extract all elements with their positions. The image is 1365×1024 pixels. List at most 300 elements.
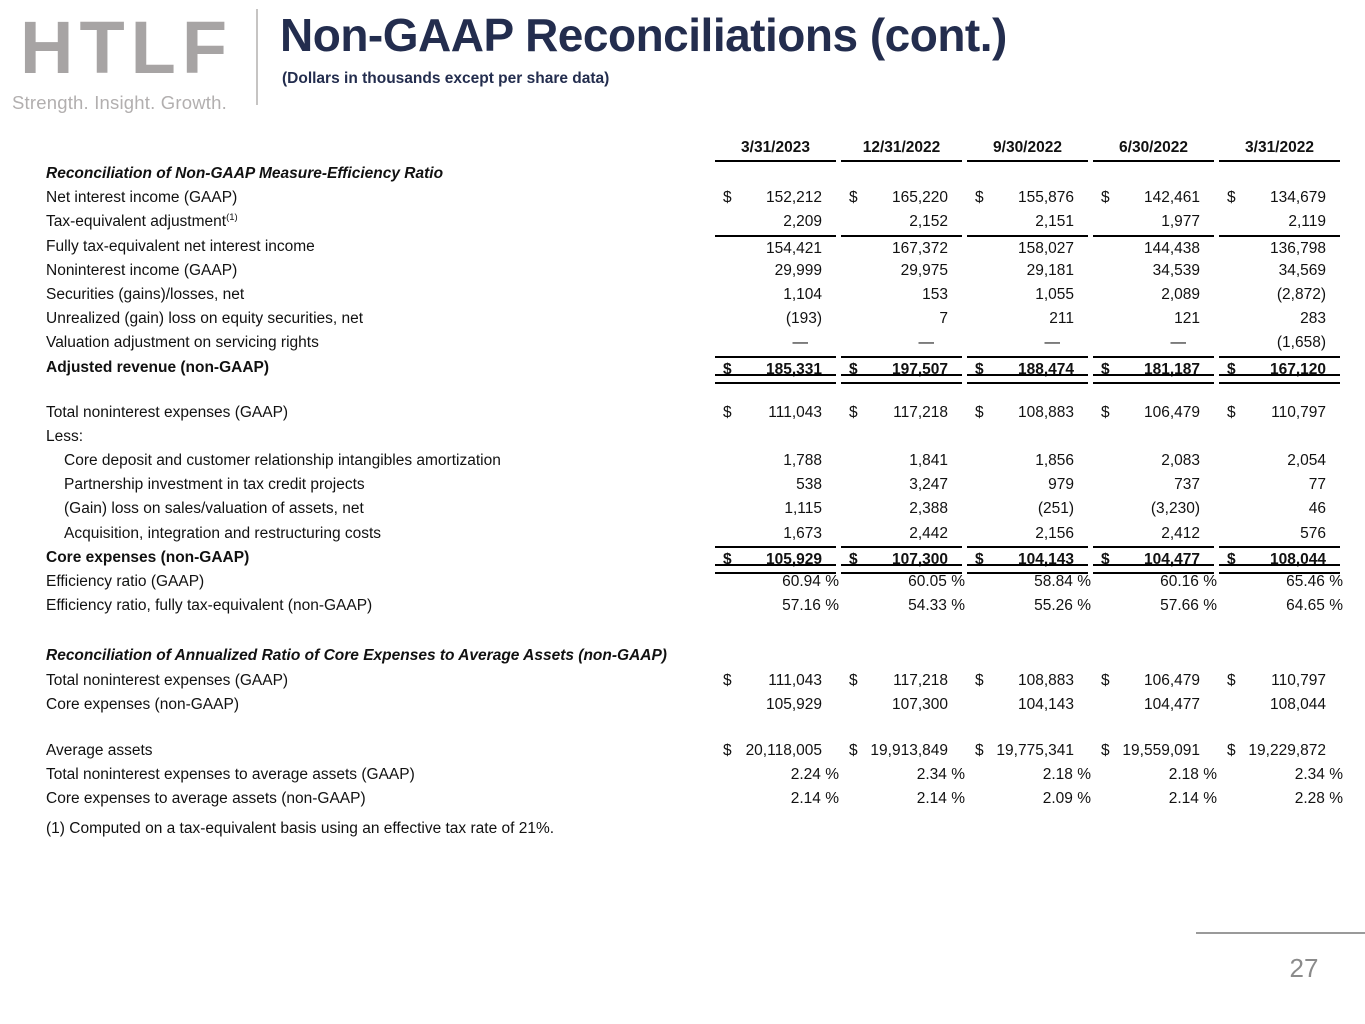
cell-value: 108,883 — [1017, 403, 1074, 421]
value-cell — [1088, 210, 1214, 234]
value-cell-inner — [715, 693, 836, 717]
value-cell-inner — [715, 739, 836, 763]
cell-value: 29,181 — [1026, 261, 1074, 279]
dollar-sign: $ — [1101, 741, 1110, 759]
dollar-sign: $ — [975, 403, 984, 421]
value-cell — [836, 546, 962, 570]
value-cell-inner — [1219, 449, 1340, 473]
value-cell-inner — [1219, 570, 1343, 594]
value-cell-inner — [967, 669, 1088, 693]
cell-value: 2,083 — [1161, 452, 1200, 470]
dollar-sign: $ — [849, 360, 858, 378]
value-cell — [710, 356, 836, 380]
dollar-sign: $ — [975, 671, 984, 689]
value-cell-inner — [1093, 546, 1214, 570]
value-cell — [962, 763, 1091, 787]
cell-value: 2.14 % — [790, 790, 839, 808]
cell-value: (2,872) — [1276, 285, 1326, 303]
row-label: Total noninterest expenses to average assets (GAAP) — [46, 766, 415, 784]
value-cell — [962, 693, 1088, 717]
value-cell-inner — [1219, 473, 1340, 497]
section-title-row — [46, 644, 1346, 668]
value-cell-inner — [841, 693, 962, 717]
cell-value: 107,300 — [891, 550, 948, 568]
value-cell-inner — [841, 259, 962, 283]
cell-value: 134,679 — [1269, 189, 1326, 207]
dollar-sign: $ — [723, 741, 732, 759]
dollar-sign: $ — [1227, 671, 1236, 689]
value-cell-inner — [1093, 307, 1214, 331]
value-cell — [710, 570, 839, 594]
value-cell-inner — [1219, 235, 1340, 259]
cell-value: 121 — [1174, 310, 1200, 328]
dollar-sign — [849, 259, 864, 283]
value-cell — [1088, 669, 1214, 693]
value-cell-inner — [1093, 259, 1214, 283]
dollar-sign — [849, 570, 864, 594]
value-cell — [836, 669, 962, 693]
dollar-sign — [1101, 522, 1116, 546]
value-cell — [962, 186, 1088, 210]
cell-value: 2,388 — [909, 500, 948, 518]
dollar-sign: $ — [1227, 189, 1236, 207]
table-row — [46, 497, 1346, 521]
cell-value: 117,218 — [893, 671, 948, 689]
value-cell — [1088, 356, 1214, 380]
cell-value: — — [1044, 334, 1060, 352]
column-header — [1088, 137, 1214, 162]
cell-value: 2.28 % — [1294, 790, 1343, 808]
table-row — [46, 546, 1346, 570]
cell-value: 106,479 — [1143, 403, 1200, 421]
value-cell-inner — [967, 210, 1088, 234]
financial-table — [46, 137, 1346, 812]
value-cell — [1214, 739, 1340, 763]
cell-value: 105,929 — [765, 550, 822, 568]
footnote-reference: (1) — [226, 212, 238, 224]
value-cell-inner — [715, 235, 836, 259]
value-cell-inner — [841, 570, 965, 594]
dollar-sign — [849, 449, 864, 473]
value-cell-inner — [967, 497, 1088, 521]
cell-value: 54.33 % — [908, 597, 965, 615]
value-cell-inner — [841, 473, 962, 497]
dollar-sign — [1227, 473, 1242, 497]
table-row — [46, 449, 1346, 473]
dollar-sign — [1101, 283, 1116, 307]
value-cell — [710, 693, 836, 717]
value-cell — [710, 787, 839, 811]
table-row — [46, 739, 1346, 763]
value-cell — [962, 331, 1088, 355]
cell-value: 111,043 — [768, 671, 822, 689]
value-cell — [1088, 473, 1214, 497]
logo-wordmark: HTLF — [20, 6, 234, 89]
value-cell — [836, 693, 962, 717]
value-cell — [836, 235, 962, 259]
value-cell — [1214, 473, 1340, 497]
dollar-sign: $ — [1227, 550, 1236, 568]
dollar-sign — [723, 259, 738, 283]
dollar-sign — [975, 210, 990, 234]
cell-value: 2,054 — [1287, 452, 1326, 470]
column-header-label: 6/30/2022 — [1093, 137, 1214, 162]
row-label: Securities (gains)/losses, net — [46, 285, 245, 303]
value-cell — [1088, 186, 1214, 210]
cell-value: 108,883 — [1017, 671, 1074, 689]
dollar-sign: $ — [1101, 671, 1110, 689]
dollar-sign: $ — [1227, 741, 1236, 759]
dollar-sign — [849, 522, 864, 546]
row-label: Average assets — [46, 741, 153, 759]
value-cell — [1214, 787, 1343, 811]
cell-value: 153 — [922, 285, 948, 303]
table-row — [46, 787, 1346, 811]
cell-value: 2,119 — [1288, 213, 1326, 231]
cell-value: 144,438 — [1143, 239, 1200, 257]
dollar-sign — [1101, 473, 1116, 497]
cell-value: 20,118,005 — [745, 741, 822, 759]
value-cell — [962, 210, 1088, 234]
table-row — [46, 331, 1346, 355]
cell-value: 152,212 — [765, 189, 822, 207]
value-cell-inner — [1219, 594, 1343, 618]
cell-value: 142,461 — [1143, 189, 1200, 207]
value-cell — [1088, 763, 1217, 787]
cell-value: 1,788 — [783, 452, 822, 470]
value-cell — [836, 473, 962, 497]
dollar-sign: $ — [849, 671, 858, 689]
value-cell-inner — [841, 739, 962, 763]
cell-value: — — [1170, 334, 1186, 352]
value-cell-inner — [967, 763, 1091, 787]
value-cell-inner — [841, 186, 962, 210]
value-cell — [962, 570, 1091, 594]
section-title-row — [46, 162, 1346, 186]
column-header-label: 12/31/2022 — [841, 137, 962, 162]
value-cell-inner — [967, 235, 1088, 259]
dollar-sign — [1227, 449, 1242, 473]
value-cell — [710, 594, 839, 618]
dollar-sign: $ — [723, 550, 732, 568]
value-cell-inner — [967, 693, 1088, 717]
dollar-sign: $ — [1101, 550, 1110, 568]
dollar-sign — [849, 237, 864, 259]
cell-value: 19,913,849 — [870, 741, 948, 759]
dollar-sign: $ — [975, 741, 984, 759]
table-row — [46, 693, 1346, 717]
cell-value: 188,474 — [1017, 360, 1074, 378]
cell-value: 165,220 — [891, 189, 948, 207]
cell-value: 167,372 — [891, 239, 948, 257]
value-cell-inner — [715, 787, 839, 811]
value-cell — [836, 522, 962, 546]
table-header-row — [46, 137, 1346, 162]
value-cell-inner — [841, 235, 962, 259]
page-title: Non-GAAP Reconciliations (cont.) — [280, 9, 1007, 61]
value-cell-inner — [1093, 693, 1214, 717]
value-cell-inner — [1219, 497, 1340, 521]
value-cell-inner — [1093, 473, 1214, 497]
cell-value: 2.14 % — [1168, 790, 1217, 808]
cell-value: 57.66 % — [1160, 597, 1217, 615]
value-cell — [1214, 235, 1340, 259]
table-row — [46, 235, 1346, 259]
value-cell-inner — [841, 787, 965, 811]
logo-tagline: Strength. Insight. Growth. — [12, 92, 227, 113]
value-cell — [836, 401, 962, 425]
dollar-sign — [1227, 763, 1242, 787]
dollar-sign — [1227, 787, 1242, 811]
table-row — [46, 594, 1346, 618]
value-cell-inner — [715, 546, 836, 570]
cell-value: 60.05 % — [908, 573, 965, 590]
value-cell — [962, 449, 1088, 473]
value-cell-inner — [967, 307, 1088, 331]
dollar-sign — [1101, 594, 1116, 618]
cell-value: 2.24 % — [790, 766, 839, 784]
value-cell-inner — [841, 522, 962, 546]
value-cell-inner — [841, 307, 962, 331]
value-cell-inner — [715, 449, 836, 473]
value-cell — [1214, 356, 1340, 380]
value-cell-inner — [1093, 497, 1214, 521]
column-header-label: 9/30/2022 — [967, 137, 1088, 162]
table-row — [46, 307, 1346, 331]
cell-value: 3,247 — [909, 476, 948, 494]
cell-value: 110,797 — [1271, 671, 1326, 689]
cell-value: 77 — [1308, 476, 1326, 494]
dollar-sign — [723, 693, 738, 717]
table-row — [46, 425, 1346, 449]
dollar-sign — [975, 237, 990, 259]
dollar-sign — [1227, 693, 1242, 717]
cell-value: (1,658) — [1276, 334, 1326, 352]
row-label: Acquisition, integration and restructuring costs — [64, 524, 382, 542]
value-cell — [836, 449, 962, 473]
dollar-sign — [975, 307, 990, 331]
cell-value: 60.16 % — [1160, 573, 1217, 590]
cell-value: 58.84 % — [1034, 573, 1091, 590]
value-cell-inner — [1219, 522, 1340, 546]
dollar-sign: $ — [975, 360, 984, 378]
dollar-sign — [723, 522, 738, 546]
dollar-sign: $ — [1101, 403, 1110, 421]
cell-value: 2.18 % — [1042, 766, 1091, 784]
value-cell-inner — [967, 401, 1088, 425]
cell-value: 181,187 — [1143, 360, 1200, 378]
dollar-sign — [1227, 522, 1242, 546]
cell-value: 2,209 — [783, 213, 822, 231]
value-cell — [710, 473, 836, 497]
value-cell — [1214, 307, 1340, 331]
value-cell-inner — [715, 473, 836, 497]
value-cell-inner — [715, 401, 836, 425]
dollar-sign — [849, 693, 864, 717]
dollar-sign — [1101, 307, 1116, 331]
dollar-sign: $ — [1101, 360, 1110, 378]
dollar-sign — [975, 787, 990, 811]
value-cell-inner — [967, 473, 1088, 497]
dollar-sign — [1227, 283, 1242, 307]
dollar-sign — [975, 331, 990, 355]
row-label: Less: — [46, 427, 84, 445]
value-cell-inner — [715, 259, 836, 283]
dollar-sign — [723, 283, 738, 307]
cell-value: 106,479 — [1143, 671, 1200, 689]
value-cell-inner — [1219, 307, 1340, 331]
value-cell — [962, 787, 1091, 811]
cell-value: 167,120 — [1269, 360, 1326, 378]
value-cell-inner — [1093, 401, 1214, 425]
value-cell — [962, 235, 1088, 259]
cell-value: 111,043 — [768, 403, 822, 421]
value-cell-inner — [967, 186, 1088, 210]
value-cell-inner — [841, 401, 962, 425]
column-header — [1214, 137, 1340, 162]
value-cell-inner — [715, 669, 836, 693]
value-cell — [710, 259, 836, 283]
table-row — [46, 763, 1346, 787]
value-cell — [710, 283, 836, 307]
cell-value: 1,055 — [1035, 285, 1074, 303]
footer-line — [1196, 932, 1365, 934]
dollar-sign — [975, 449, 990, 473]
dollar-sign — [1227, 307, 1242, 331]
cell-value: 979 — [1048, 476, 1074, 494]
value-cell-inner — [1093, 763, 1217, 787]
dollar-sign: $ — [849, 741, 858, 759]
cell-value: 2.34 % — [916, 766, 965, 784]
dollar-sign: $ — [1101, 189, 1110, 207]
column-header-label: 3/31/2023 — [715, 137, 836, 162]
cell-value: 2,151 — [1035, 213, 1074, 231]
value-cell — [1088, 570, 1217, 594]
row-label: Noninterest income (GAAP) — [46, 261, 238, 279]
value-cell-inner — [1093, 522, 1214, 546]
value-cell — [1214, 546, 1340, 570]
value-cell — [1214, 522, 1340, 546]
value-cell — [962, 473, 1088, 497]
cell-value: 108,044 — [1269, 550, 1326, 568]
dollar-sign — [1227, 594, 1242, 618]
value-cell-inner — [1093, 787, 1217, 811]
cell-value: 65.46 % — [1286, 573, 1343, 590]
dollar-sign — [723, 497, 738, 521]
value-cell — [836, 210, 962, 234]
header-label-spacer — [46, 137, 710, 162]
value-cell-inner — [1219, 331, 1340, 355]
value-cell-inner — [841, 210, 962, 234]
cell-value: 117,218 — [893, 403, 948, 421]
value-cell — [836, 186, 962, 210]
dollar-sign — [849, 594, 864, 618]
dollar-sign — [975, 497, 990, 521]
dollar-sign — [849, 497, 864, 521]
value-cell — [710, 739, 836, 763]
value-cell-inner — [841, 356, 962, 380]
cell-value: 104,143 — [1017, 695, 1074, 713]
value-cell-inner — [1219, 739, 1340, 763]
cell-value: 1,673 — [783, 524, 822, 542]
value-cell-inner — [715, 210, 836, 234]
value-cell-inner — [1093, 739, 1214, 763]
cell-value: 104,477 — [1143, 550, 1200, 568]
cell-value: 46 — [1308, 500, 1326, 518]
column-header — [710, 137, 836, 162]
dollar-sign — [849, 210, 864, 234]
dollar-sign — [849, 787, 864, 811]
value-cell-inner — [841, 763, 965, 787]
value-cell-inner — [715, 522, 836, 546]
cell-value: 104,143 — [1017, 550, 1074, 568]
dollar-sign — [1227, 570, 1242, 594]
dollar-sign — [723, 570, 738, 594]
value-cell — [710, 497, 836, 521]
table-body — [46, 162, 1346, 812]
dollar-sign — [975, 570, 990, 594]
value-cell-inner — [967, 546, 1088, 570]
cell-value: 576 — [1300, 524, 1326, 542]
value-cell — [1088, 693, 1214, 717]
value-cell — [710, 546, 836, 570]
table-row — [46, 473, 1346, 497]
row-spacer — [46, 618, 1346, 644]
value-cell — [1088, 259, 1214, 283]
value-cell — [836, 787, 965, 811]
page-subtitle: (Dollars in thousands except per share data) — [282, 70, 610, 87]
dollar-sign — [975, 283, 990, 307]
table-row — [46, 259, 1346, 283]
dollar-sign — [723, 594, 738, 618]
value-cell — [962, 669, 1088, 693]
dollar-sign — [723, 210, 738, 234]
cell-value: 538 — [796, 476, 822, 494]
value-cell-inner — [841, 497, 962, 521]
value-cell — [1088, 546, 1214, 570]
row-label: Efficiency ratio, fully tax-equivalent (non-GAAP) — [46, 597, 373, 615]
dollar-sign: $ — [849, 189, 858, 207]
dollar-sign: $ — [723, 403, 732, 421]
dollar-sign — [723, 449, 738, 473]
cell-value: 1,115 — [784, 500, 822, 518]
dollar-sign: $ — [1227, 360, 1236, 378]
value-cell — [710, 186, 836, 210]
row-spacer — [46, 717, 1346, 739]
dollar-sign: $ — [849, 550, 858, 568]
value-cell — [1088, 739, 1214, 763]
value-cell-inner — [1219, 401, 1340, 425]
value-cell — [710, 449, 836, 473]
value-cell-inner — [1093, 594, 1217, 618]
dollar-sign — [975, 763, 990, 787]
value-cell-inner — [841, 283, 962, 307]
row-label: Partnership investment in tax credit projects — [64, 476, 365, 494]
row-label: Tax-equivalent adjustment$^{(1)}$ — [46, 212, 238, 231]
value-cell-inner — [715, 283, 836, 307]
value-cell-inner — [967, 283, 1088, 307]
dollar-sign — [723, 331, 738, 355]
cell-value: 136,798 — [1269, 239, 1326, 257]
cell-value: 60.94 % — [782, 573, 839, 590]
dollar-sign — [1227, 331, 1242, 355]
row-label: Total noninterest expenses (GAAP) — [46, 403, 289, 421]
value-cell-inner — [1093, 449, 1214, 473]
cell-value: 34,539 — [1152, 261, 1200, 279]
cell-value: 737 — [1174, 476, 1200, 494]
value-cell-inner — [967, 356, 1088, 380]
table-row — [46, 356, 1346, 380]
